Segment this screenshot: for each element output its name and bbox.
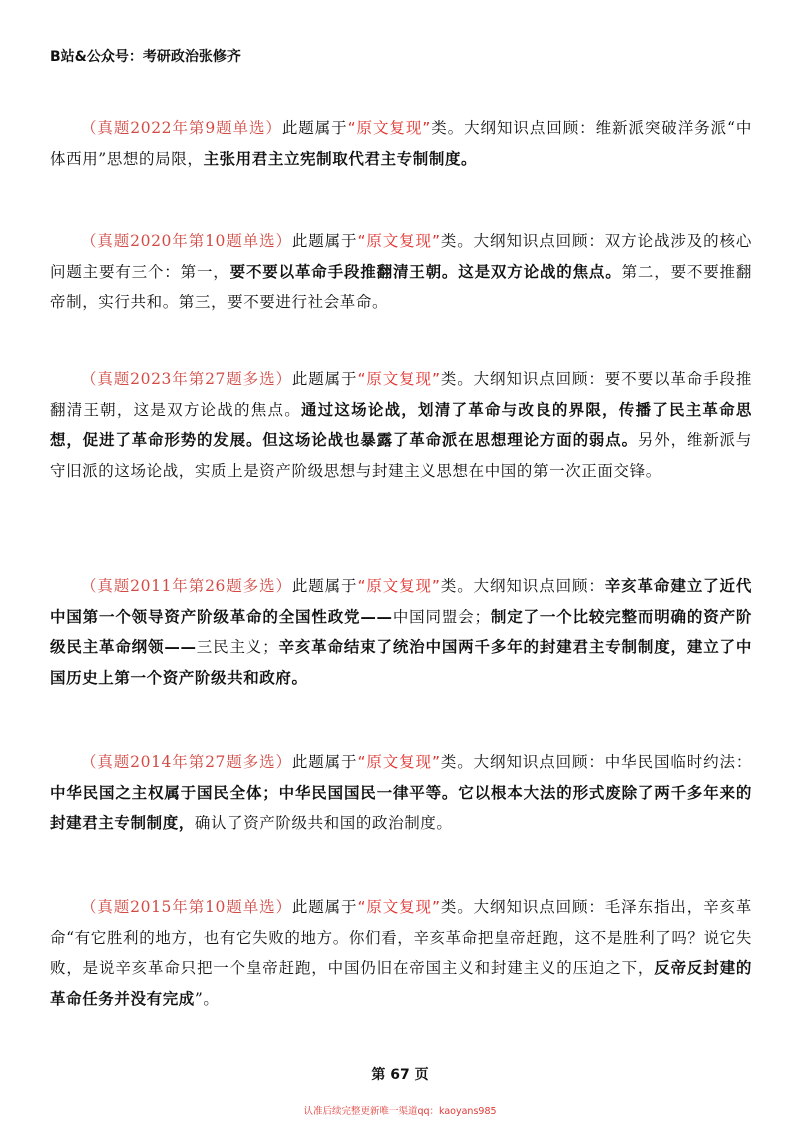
question-section-1 [50, 113, 752, 174]
section-paragraph [50, 571, 752, 693]
category-label-suffix: 类。 [440, 898, 474, 916]
document-header: B站&公众号：考研政治张修齐 [50, 49, 241, 65]
category-label: 此题属于 [291, 753, 358, 771]
section-paragraph [50, 892, 752, 1014]
category-label-suffix: 类。 [440, 753, 474, 771]
category-label: 此题属于 [281, 119, 348, 137]
category-tag: “原文复现” [357, 898, 441, 916]
question-source: （真题2022年第9题单选） [81, 119, 282, 137]
category-label: 此题属于 [291, 370, 358, 388]
key-point-text: 制定了一个比较完整而明确的资产阶级民主革命纲领—— [50, 607, 753, 656]
key-point-text: 反帝反封建的革命任务并没有完成 [50, 959, 753, 1008]
key-point-text: 辛亥革命结束了统治中国两千多年的封建君主专制制度，建立了中国历史上第一个资产阶级共和政府。 [50, 638, 752, 687]
category-label-suffix: 类。 [430, 119, 465, 137]
page-number: 第 67 页 [371, 1067, 429, 1083]
category-tag: “原文复现” [357, 577, 441, 595]
key-point-text: 中华民国之主权属于国民全体；中华民国国民一律平等。它以根本大法的形式废除了两千多年来的封建君主专制制度， [50, 783, 752, 832]
body-text: 三民主义； [196, 638, 279, 656]
key-point-text: 主张用君主立宪制取代君主专制制度。 [203, 149, 478, 168]
category-label-suffix: 类。 [440, 370, 474, 388]
body-text: 大纲知识点回顾：要不要以革命手段推翻清王朝，这是双方论战的焦点。 [50, 370, 753, 419]
category-tag: “原文复现” [357, 370, 441, 388]
body-text: 大纲知识点回顾：维新派突破洋务派“中体西用”思想的局限， [50, 119, 752, 168]
body-text: 大纲知识点回顾：中华民国临时约法： [473, 753, 753, 771]
question-source: （真题2015年第10题单选） [81, 898, 292, 916]
body-text: 另外，维新派与守旧派的这场论战，实质上是资产阶级思想与封建主义思想在中国的第一次正面交锋。 [50, 431, 752, 480]
key-point-text: 通过这场论战，划清了革命与改良的界限，传播了民主革命思想，促进了革命形势的发展。但这场论战也暴露了革命派在思想理论方面的弱点。 [50, 400, 752, 449]
category-label: 此题属于 [291, 898, 358, 916]
question-section-3 [50, 364, 752, 486]
section-paragraph [50, 364, 752, 486]
footer-note: 认准后续完整更新唯一渠道qq：kaoyans985 [303, 1106, 497, 1117]
question-section-4 [50, 571, 752, 693]
section-paragraph [50, 747, 752, 839]
body-text: 大纲知识点回顾：毛泽东指出，辛亥革命“有它胜利的地方，也有它失败的地方。你们看，辛亥革命把皇帝赶跑，这不是胜利了吗？说它失败，是说辛亥革命只把一个皇帝赶跑，中国仍旧在帝国主义和封建主义的压迫之下， [50, 898, 753, 977]
key-point-text: 要不要以革命手段推翻清王朝。这是双方论战的焦点。 [229, 262, 622, 281]
body-text: 第二，要不要推翻帝制，实行共和。第三，要不要进行社会革命。 [50, 262, 752, 311]
category-label-suffix: 类。 [440, 577, 474, 595]
question-source: （真题2014年第27题多选） [81, 753, 292, 771]
section-paragraph [50, 226, 752, 318]
question-section-2 [50, 226, 752, 318]
body-text: 大纲知识点回顾： [473, 577, 605, 595]
category-label: 此题属于 [291, 577, 358, 595]
body-text: ”。 [194, 989, 220, 1008]
section-paragraph [50, 113, 752, 174]
key-point-text: 辛亥革命建立了近代中国第一个领导资产阶级革命的全国性政党—— [50, 577, 752, 626]
question-source: （真题2023年第27题多选） [81, 370, 292, 388]
question-section-6 [50, 892, 752, 1014]
body-text: 确认了资产阶级共和国的政治制度。 [194, 814, 453, 832]
category-label: 此题属于 [291, 232, 358, 250]
question-source: （真题2020年第10题单选） [81, 232, 292, 250]
category-label-suffix: 类。 [440, 232, 474, 250]
category-tag: “原文复现” [357, 753, 441, 771]
category-tag: “原文复现” [347, 119, 431, 137]
body-text: 中国同盟会； [392, 607, 491, 626]
body-text: 大纲知识点回顾：双方论战涉及的核心问题主要有三个：第一， [50, 232, 753, 281]
question-source: （真题2011年第26题多选） [81, 577, 292, 595]
question-section-5 [50, 747, 752, 839]
category-tag: “原文复现” [357, 232, 441, 250]
